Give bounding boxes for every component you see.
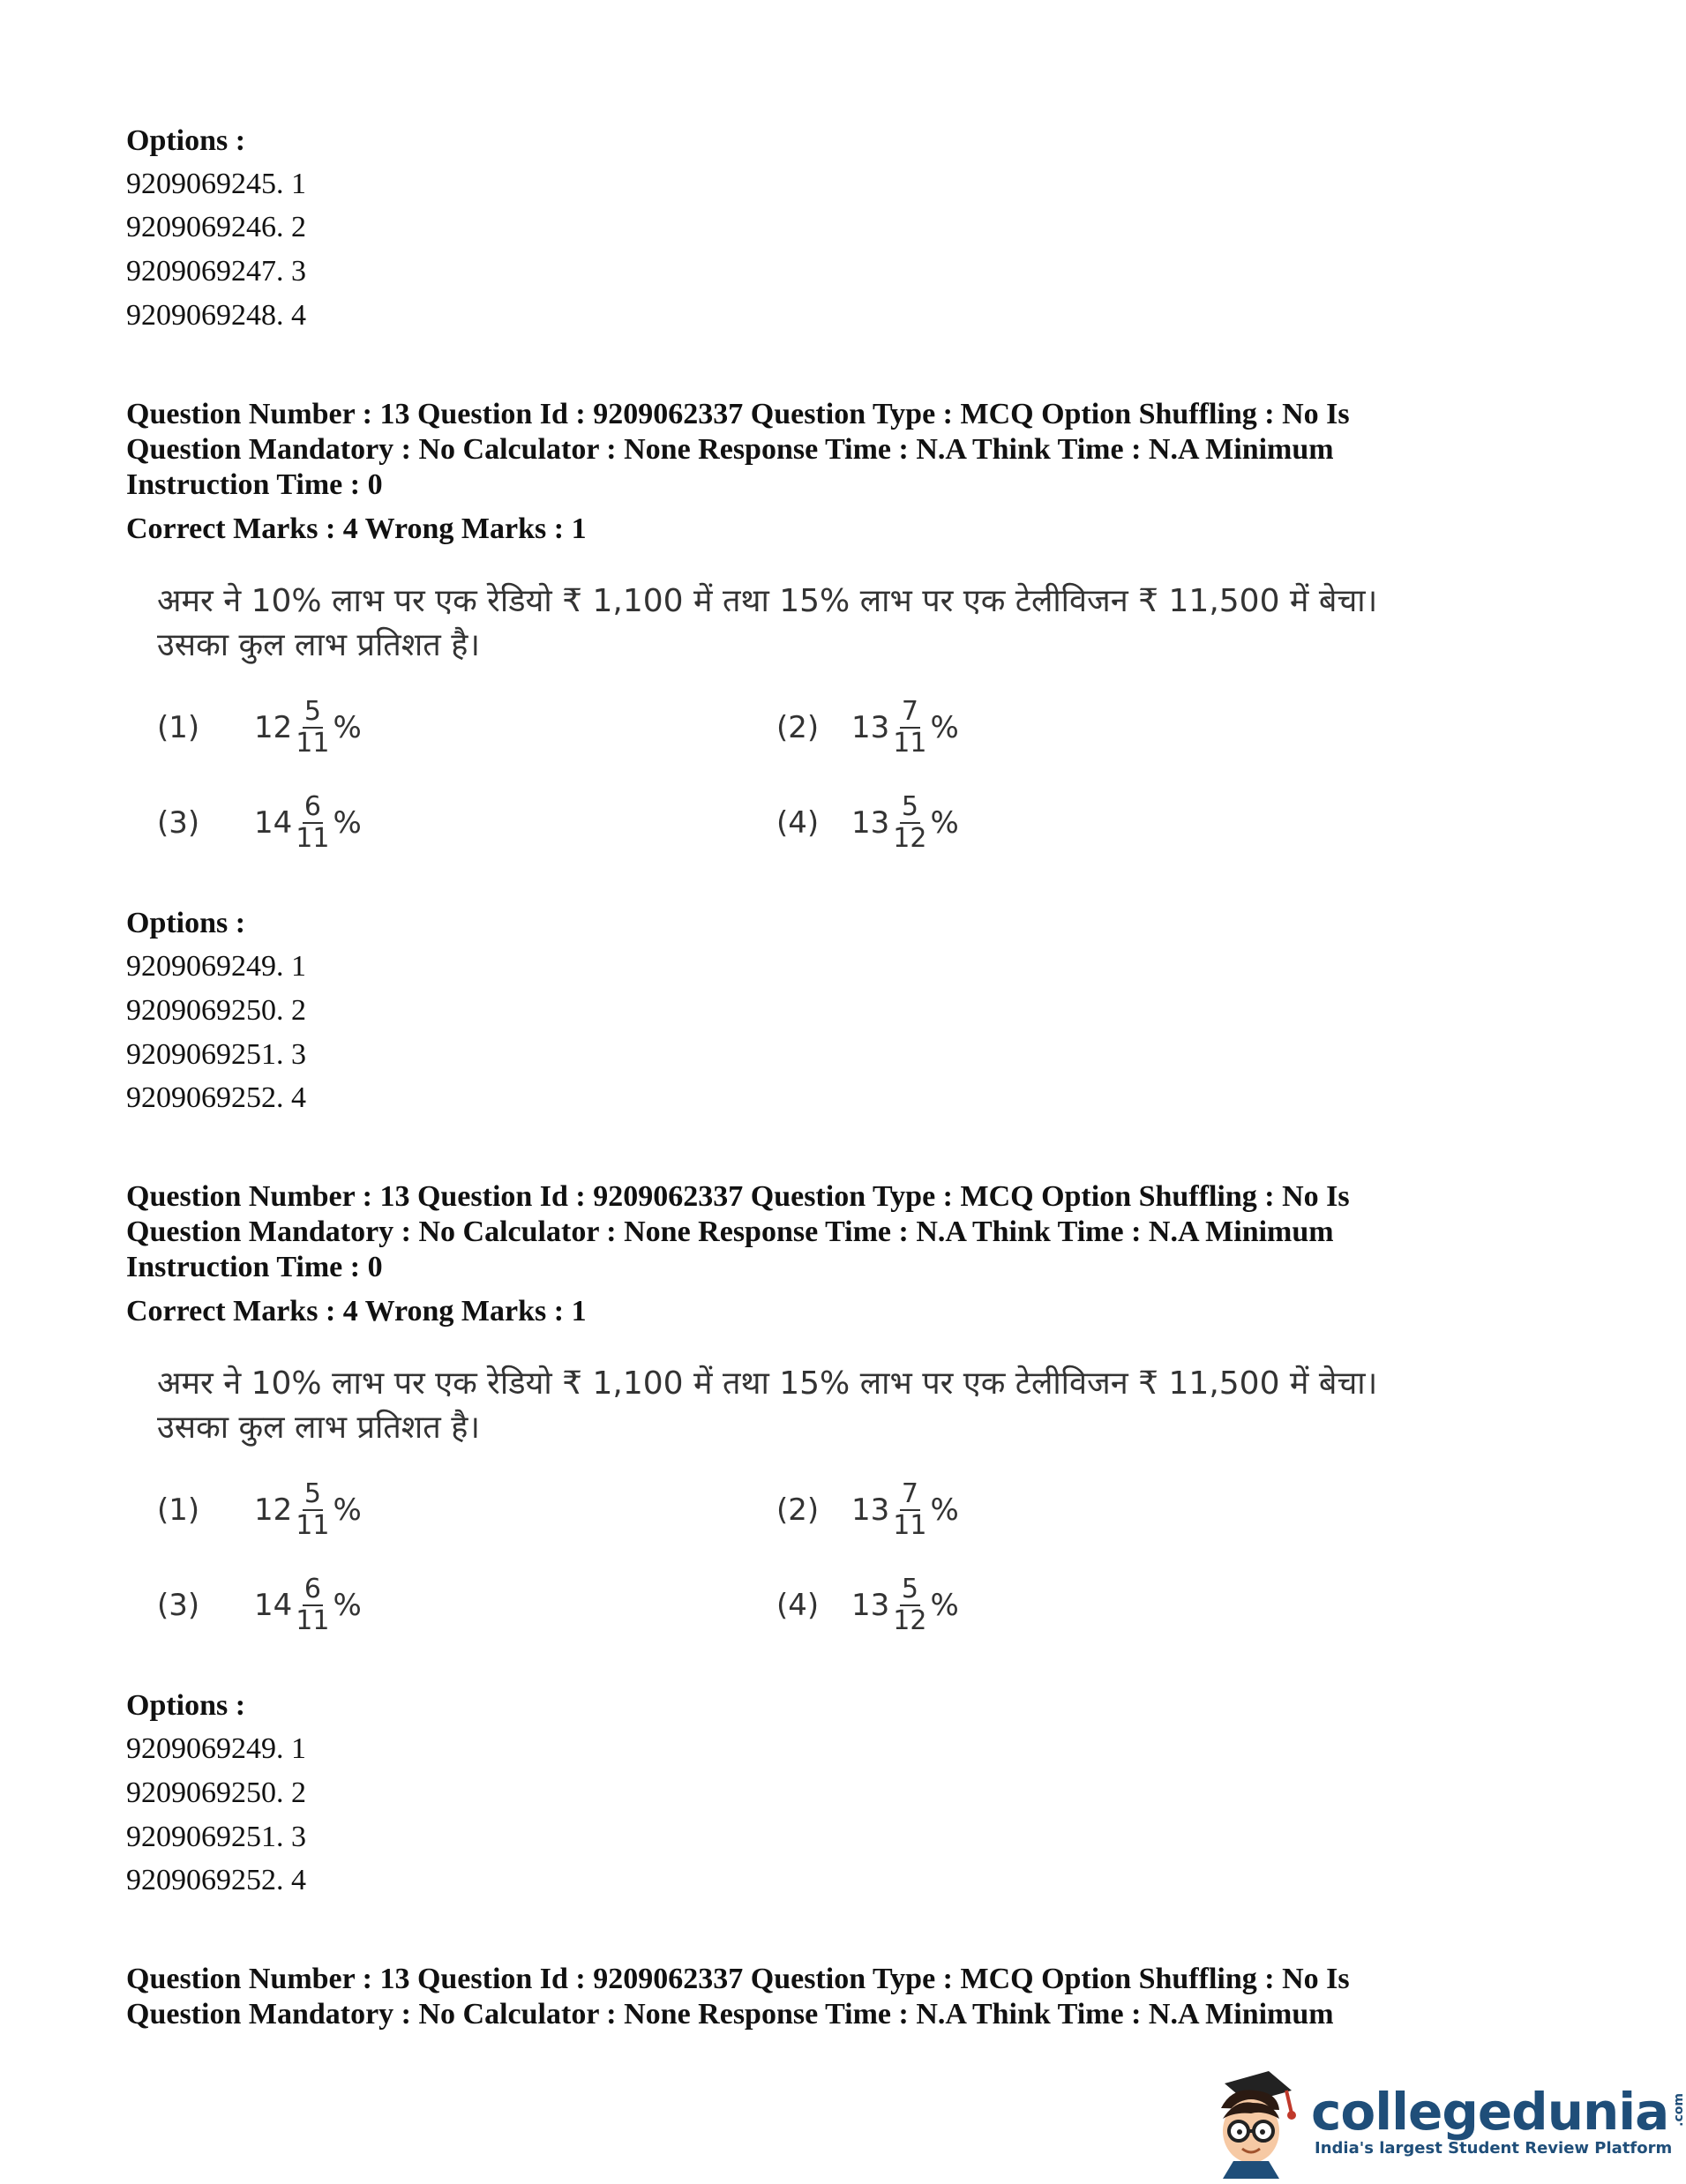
- choice-whole: 12: [254, 1492, 293, 1528]
- choice-whole: 13: [851, 805, 890, 841]
- options-label: Options :: [126, 124, 246, 157]
- collegedunia-logo: [1200, 2064, 1686, 2179]
- options-label: Options :: [126, 907, 246, 939]
- answer-choice: [157, 1574, 362, 1636]
- choice-unit: %: [930, 1492, 959, 1528]
- choice-unit: %: [333, 710, 362, 745]
- choice-numerator: 5: [303, 696, 321, 727]
- choice-numerator: 5: [901, 791, 918, 822]
- choice-unit: %: [930, 805, 959, 841]
- choice-denominator: 11: [296, 1510, 330, 1541]
- mascot-icon: [1200, 2064, 1306, 2179]
- choice-number: (1): [157, 1492, 200, 1528]
- choice-unit: %: [930, 710, 959, 745]
- logo-wordmark: collegedunia: [1311, 2082, 1669, 2142]
- choice-denominator: 11: [296, 728, 330, 759]
- answer-choice: [776, 697, 959, 759]
- question-meta-line: Question Number : 13 Question Id : 9209062337 Question Type : MCQ Option Shuffling : No Is: [126, 1180, 1350, 1213]
- choice-denominator: 12: [893, 823, 927, 854]
- question-text: उसका कुल लाभ प्रतिशत है।: [157, 627, 480, 663]
- question-meta-line: Question Number : 13 Question Id : 9209062337 Question Type : MCQ Option Shuffling : No Is: [126, 398, 1350, 430]
- option-line: 9209069251. 3: [126, 1821, 306, 1853]
- logo-com: .com: [1672, 2093, 1686, 2127]
- choice-number: (2): [776, 710, 820, 745]
- options-label: Options :: [126, 1689, 246, 1722]
- choice-number: (4): [776, 805, 820, 841]
- choice-number: (4): [776, 1588, 820, 1623]
- choice-denominator: 11: [893, 728, 927, 759]
- choice-unit: %: [333, 805, 362, 841]
- choice-numerator: 5: [303, 1478, 321, 1509]
- question-meta-line: Instruction Time : 0: [126, 468, 383, 501]
- question-meta-line: Question Number : 13 Question Id : 9209062337 Question Type : MCQ Option Shuffling : No Is: [126, 1963, 1350, 1995]
- answer-choice: [776, 1479, 959, 1541]
- question-marks: Correct Marks : 4 Wrong Marks : 1: [126, 512, 587, 545]
- choice-numerator: 6: [303, 1574, 321, 1604]
- choice-denominator: 12: [893, 1605, 927, 1636]
- choice-numerator: 6: [303, 791, 321, 822]
- choice-unit: %: [333, 1492, 362, 1528]
- option-line: 9209069247. 3: [126, 255, 306, 288]
- question-marks: Correct Marks : 4 Wrong Marks : 1: [126, 1295, 587, 1328]
- choice-numerator: 7: [901, 696, 918, 727]
- choice-whole: 13: [851, 1492, 890, 1528]
- question-text: अमर ने 10% लाभ पर एक रेडियो ₹ 1,100 में तथा 15% लाभ पर एक टेलीविजन ₹ 11,500 में बेचा।: [157, 583, 1378, 619]
- logo-tagline: India's largest Student Review Platform: [1315, 2139, 1673, 2158]
- option-line: 9209069252. 4: [126, 1081, 306, 1114]
- choice-numerator: 7: [901, 1478, 918, 1509]
- option-line: 9209069245. 1: [126, 168, 306, 200]
- choice-unit: %: [930, 1588, 959, 1623]
- answer-choice: [157, 1479, 362, 1541]
- choice-number: (3): [157, 1588, 200, 1623]
- question-meta-line: Question Mandatory : No Calculator : None Response Time : N.A Think Time : N.A Minimum: [126, 1998, 1334, 2031]
- question-text: उसका कुल लाभ प्रतिशत है।: [157, 1410, 480, 1446]
- option-line: 9209069250. 2: [126, 994, 306, 1027]
- choice-whole: 13: [851, 1588, 890, 1623]
- choice-denominator: 11: [893, 1510, 927, 1541]
- choice-number: (2): [776, 1492, 820, 1528]
- choice-numerator: 5: [901, 1574, 918, 1604]
- choice-whole: 14: [254, 1588, 293, 1623]
- choice-unit: %: [333, 1588, 362, 1623]
- option-line: 9209069248. 4: [126, 299, 306, 332]
- option-line: 9209069250. 2: [126, 1776, 306, 1809]
- answer-choice: [157, 697, 362, 759]
- choice-denominator: 11: [296, 823, 330, 854]
- option-line: 9209069252. 4: [126, 1864, 306, 1896]
- answer-choice: [776, 792, 959, 854]
- choice-denominator: 11: [296, 1605, 330, 1636]
- question-meta-line: Question Mandatory : No Calculator : None Response Time : N.A Think Time : N.A Minimum: [126, 433, 1334, 466]
- choice-whole: 12: [254, 710, 293, 745]
- choice-whole: 13: [851, 710, 890, 745]
- answer-choice: [157, 792, 362, 854]
- question-meta-line: Instruction Time : 0: [126, 1251, 383, 1283]
- choice-number: (3): [157, 805, 200, 841]
- choice-number: (1): [157, 710, 200, 745]
- option-line: 9209069246. 2: [126, 211, 306, 243]
- option-line: 9209069249. 1: [126, 1732, 306, 1765]
- question-text: अमर ने 10% लाभ पर एक रेडियो ₹ 1,100 में तथा 15% लाभ पर एक टेलीविजन ₹ 11,500 में बेचा।: [157, 1365, 1378, 1402]
- question-meta-line: Question Mandatory : No Calculator : None Response Time : N.A Think Time : N.A Minimum: [126, 1215, 1334, 1248]
- choice-whole: 14: [254, 805, 293, 841]
- option-line: 9209069251. 3: [126, 1038, 306, 1071]
- option-line: 9209069249. 1: [126, 950, 306, 983]
- answer-choice: [776, 1574, 959, 1636]
